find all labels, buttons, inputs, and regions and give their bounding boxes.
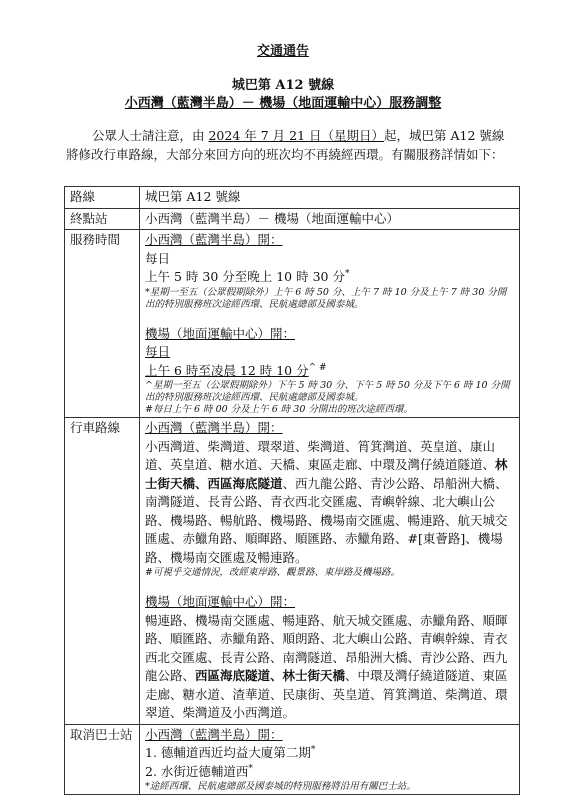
terminus-value: 小西灣（藍灣半島）－ 機場（地面運輸中心） [140,208,520,230]
hours-from-siu-sai-wan-days: 每日 [145,250,171,266]
effective-date: 2024 年 7 月 21 日（星期日） [208,128,385,143]
route-value: 城巴第 A12 號線 [140,187,520,209]
cancelled-stops-heading: 小西灣（藍灣半島）開： [145,726,283,742]
routing-from-siu-sai-wan: 小西灣道、柴灣道、環翠道、柴灣道、筲箕灣道、英皇道、康山道、英皇道、糖水道、天橋、東區走廊、中環及灣仔繞道隧道、林士街天橋、西區海底隧道、西九龍公路、青沙公路、昂船洲大橋、南灣隧道、長青公路、青衣西北交匯處、青嶼幹線、北大嶼山公路、機場路、暢航路、機場路、機場南交匯處、暢連路、航天城交匯處、赤鱲角路、順暉路、順匯路、赤鱲角路、#[東薈路]、機場路、機場南交匯處及暢連路。 [145,438,508,565]
route-label: 路線 [65,187,140,209]
routing-from-airport: 暢連路、機場南交匯處、暢連路、航天城交匯處、赤鱲角路、順暉路、順匯路、赤鱲角路、順朗路、北大嶼山公路、青嶼幹線、青衣西北交匯處、長青公路、南灣隧道、昂船洲大橋、青沙公路、西九龍公路、西區海底隧道、林士街天橋、中環及灣仔繞道隧道、東區走廊、糖水道、渣華道、民康街、英皇道、筲箕灣道、柴灣道、環翠道、柴灣道及小西灣道。 [145,612,508,720]
notice-title: 交通通告 [256,44,309,59]
routing-from-airport-heading: 機場（地面運輸中心）開： [145,594,296,609]
routing-label: 行車路線 [65,418,140,725]
routing-from-siu-sai-wan-note: #可視乎交通情況，改經東岸路、觀景路、東岸路及機場路。 [145,567,400,578]
hours-cell [140,230,520,418]
table-row-hours [65,230,520,418]
hours-from-airport-note-1: ^星期一至五（公眾假期除外）下午 5 時 30 分、下午 5 時 50 分及下午 6 時 10 分開出的特別服務班次途經西環、民航處總部及國泰城。 [145,380,510,403]
intro-paragraph: 公眾人士請注意，由 2024 年 7 月 21 日（星期日）起，城巴第 A12 號線將修改行車路線，大部分來回方向的班次均不再繞經西環。有關服務詳情如下： [66,128,505,162]
terminus-label: 終點站 [65,208,140,230]
table-row-terminus [65,208,520,230]
hours-from-siu-sai-wan-time: 上午 5 時 30 分至晚上 10 時 30 分* [145,268,350,284]
routing-from-siu-sai-wan-heading: 小西灣（藍灣半島）開： [145,420,283,435]
hours-from-airport-note-2: #每日上午 6 時 00 分及上午 6 時 30 分開出的班次途經西環。 [145,404,413,415]
service-details-table [64,186,520,795]
routing-cell [140,418,520,725]
table-row-route [65,187,520,209]
hours-from-siu-sai-wan-note: *星期一至五（公眾假期除外）上午 6 時 50 分、上午 7 時 10 分及上午 7 時 30 分開出的特別服務班次途經西環、民航處總部及國泰城。 [145,286,507,310]
cancelled-stop-2: 2. 水街近德輔道西* [145,763,253,779]
hours-from-siu-sai-wan-heading: 小西灣（藍灣半島）開： [145,232,283,247]
hours-label: 服務時間 [65,230,140,418]
cancelled-stop-1: 1. 德輔道西近均益大廈第二期* [145,744,316,760]
hours-from-airport-heading: 機場（地面運輸中心）開： [145,325,296,341]
hours-from-airport-days: 每日 [145,344,171,359]
hours-from-airport-time: 上午 6 時至凌晨 12 時 10 分^ # [145,362,327,378]
service-adjustment-title: 小西灣（藍灣半島）－ 機場（地面運輸中心）服務調整 [124,96,442,111]
cancelled-stops-cell [140,724,520,795]
cancelled-stops-label: 取消巴士站 [65,724,140,795]
route-title: 城巴第 A12 號線 [231,78,335,93]
table-row-routing [65,418,520,725]
table-row-cancelled-stops [65,724,520,795]
cancelled-stops-note: *途經西環、民航處總部及國泰城的特別服務將沿用有關巴士站。 [145,781,416,792]
